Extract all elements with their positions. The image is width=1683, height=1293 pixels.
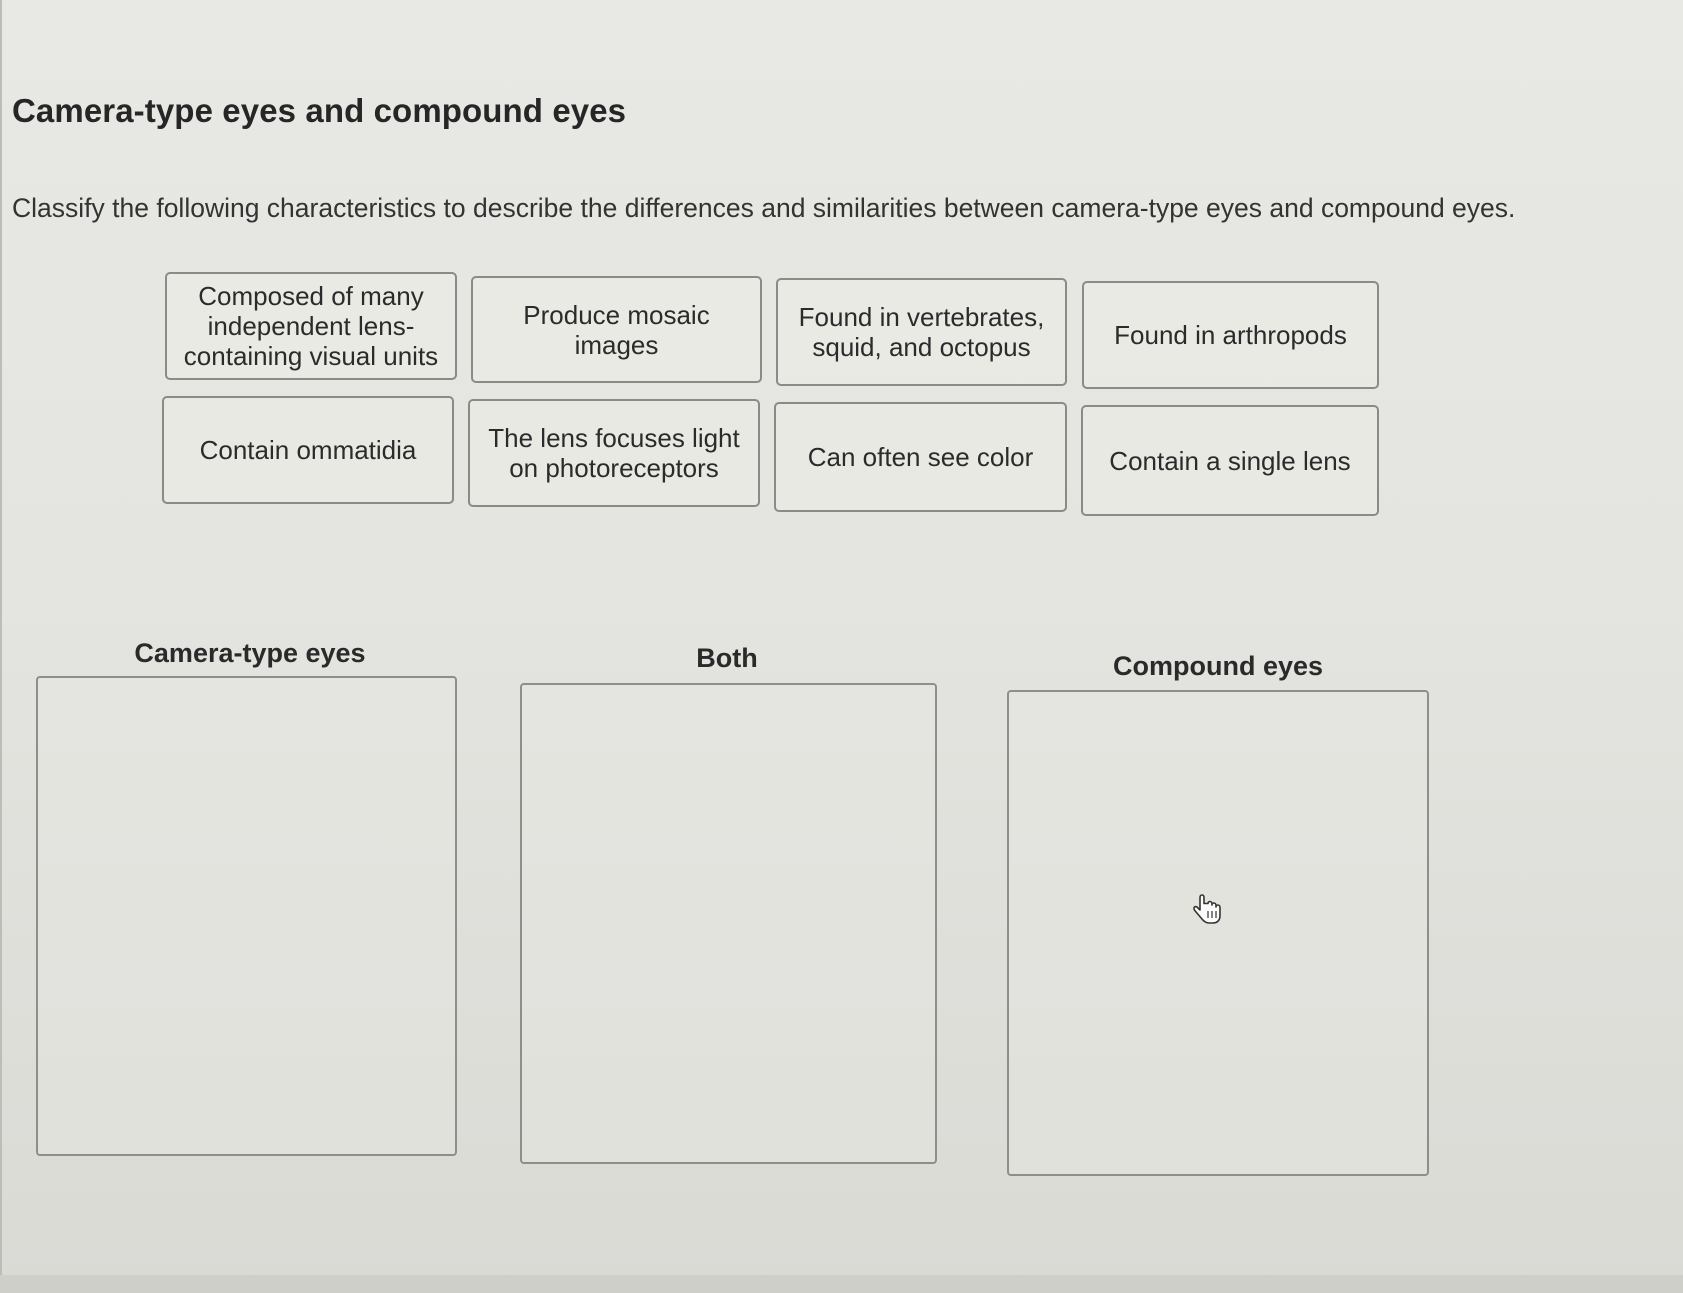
hand-pointer-icon xyxy=(1190,893,1224,929)
drop-zone-camera-type-eyes[interactable] xyxy=(36,676,457,1156)
page-title: Camera-type eyes and compound eyes xyxy=(12,92,627,129)
drag-card-composed-of-many-units[interactable]: Composed of many independent lens-containing visual units xyxy=(165,272,457,380)
drag-card-found-in-vertebrates[interactable]: Found in vertebrates, squid, and octopus xyxy=(776,278,1067,386)
drop-zone-compound-eyes[interactable] xyxy=(1007,690,1429,1176)
drag-card-found-in-arthropods[interactable]: Found in arthropods xyxy=(1082,281,1379,389)
page-edge xyxy=(0,0,2,1293)
bin-label-both: Both xyxy=(696,643,758,673)
drag-card-lens-focuses-light[interactable]: The lens focuses light on photoreceptors xyxy=(468,399,760,507)
drag-card-contain-a-single-lens[interactable]: Contain a single lens xyxy=(1081,405,1379,516)
instructions-text: Classify the following characteristics to describe the differences and similarities between camera-type eyes and compound eyes. xyxy=(12,193,1516,223)
drag-card-contain-ommatidia[interactable]: Contain ommatidia xyxy=(162,396,454,504)
drag-card-can-often-see-color[interactable]: Can often see color xyxy=(774,402,1067,512)
bin-label-camera-type-eyes: Camera-type eyes xyxy=(134,638,366,668)
drop-zone-both[interactable] xyxy=(520,683,937,1164)
bin-label-compound-eyes: Compound eyes xyxy=(1112,651,1324,681)
drag-card-produce-mosaic-images[interactable]: Produce mosaic images xyxy=(471,276,762,383)
bottom-edge xyxy=(0,1275,1683,1293)
